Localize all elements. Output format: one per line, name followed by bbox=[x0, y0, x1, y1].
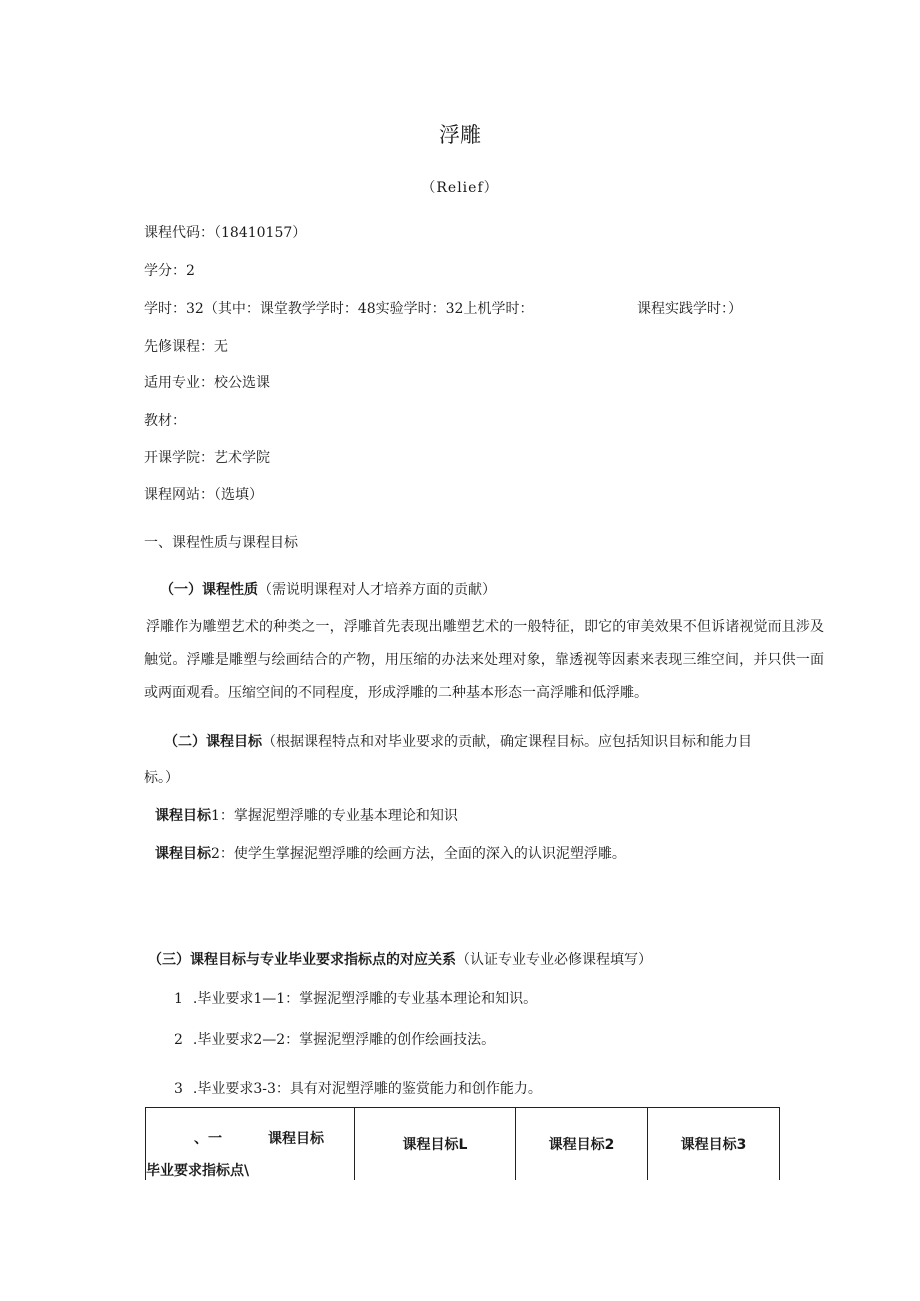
requirement-3-num: 3 bbox=[174, 1081, 183, 1097]
nature-heading bbox=[160, 579, 496, 599]
mapping-table bbox=[145, 1107, 780, 1180]
document-subtitle: （Relief） bbox=[421, 180, 499, 196]
goal-2-text: 2：使学生掌握泥塑浮雕的绘画方法，全面的深入的认识泥塑浮雕。 bbox=[211, 846, 626, 862]
table-header-goal-2: 课程目标2 bbox=[516, 1108, 648, 1181]
document-title: 浮雕 bbox=[439, 123, 481, 147]
credit: 学分：2 bbox=[144, 263, 195, 279]
goal-1 bbox=[155, 805, 458, 825]
requirement-1-num: 1 bbox=[174, 991, 183, 1007]
goals-heading bbox=[164, 731, 752, 751]
goal-2 bbox=[155, 843, 626, 863]
requirement-3 bbox=[174, 1078, 542, 1098]
goals-note-line2: 标。） bbox=[144, 770, 179, 786]
table-header-goal-3: 课程目标3 bbox=[648, 1108, 780, 1181]
corner-top-right: 课程目标 bbox=[268, 1131, 324, 1147]
course-website: 课程网站：（选填） bbox=[144, 487, 263, 503]
corner-top-left: 、一 bbox=[194, 1131, 222, 1147]
applicable-major: 适用专业：校公选课 bbox=[144, 375, 270, 391]
table-header-goal-1: 课程目标L bbox=[355, 1108, 516, 1181]
requirement-1-text: .毕业要求1—1：掌握泥塑浮雕的专业基本理论和知识。 bbox=[192, 991, 538, 1007]
offering-college: 开课学院：艺术学院 bbox=[144, 450, 270, 466]
nature-paragraph: 浮雕作为雕塑艺术的种类之一，浮雕首先表现出雕塑艺术的一般特征，即它的审美效果不但诉诸视觉而且涉及触觉。浮雕是雕塑与绘画结合的产物，用压缩的办法来处理对象，靠透视等因素来表现三维空间，并只供一面或两面观看。压缩空间的不同程度，形成浮雕的二种基本形态一高浮雕和低浮雕。 bbox=[144, 619, 824, 701]
table-corner-cell bbox=[146, 1108, 355, 1181]
table-header-row bbox=[146, 1108, 780, 1181]
textbook: 教材： bbox=[144, 413, 186, 429]
goal-1-text: 1：掌握泥塑浮雕的专业基本理论和知识 bbox=[211, 808, 458, 824]
section-heading: 一、课程性质与课程目标 bbox=[144, 535, 298, 551]
mapping-note: （认证专业专业必修课程填写） bbox=[456, 952, 652, 968]
requirement-2 bbox=[174, 1029, 495, 1049]
goals-note-line1: （根据课程特点和对毕业要求的贡献，确定课程目标。应包括知识目标和能力目 bbox=[262, 734, 752, 750]
hours-main: 学时：32（其中：课堂教学学时：48实验学时：32上机学时： bbox=[144, 301, 534, 317]
course-code: 课程代码：（18410157） bbox=[144, 225, 307, 241]
requirement-3-text: .毕业要求3-3：具有对泥塑浮雕的鉴赏能力和创作能力。 bbox=[192, 1081, 542, 1097]
goal-1-label: 课程目标 bbox=[155, 808, 211, 824]
prerequisite: 先修课程：无 bbox=[144, 339, 228, 355]
requirement-1 bbox=[174, 988, 537, 1008]
goal-2-label: 课程目标 bbox=[155, 846, 211, 862]
nature-note: （需说明课程对人才培养方面的贡献） bbox=[258, 582, 496, 598]
mapping-label: （三）课程目标与专业毕业要求指标点的对应关系 bbox=[148, 952, 456, 968]
hours-practice: 课程实践学时：） bbox=[637, 301, 742, 317]
goals-label: （二）课程目标 bbox=[164, 734, 262, 750]
requirement-2-num: 2 bbox=[174, 1032, 183, 1048]
corner-top bbox=[194, 1128, 324, 1148]
corner-bottom: 毕业要求指标点\ bbox=[146, 1163, 250, 1179]
mapping-heading bbox=[148, 949, 652, 969]
requirement-2-text: .毕业要求2—2：掌握泥塑浮雕的创作绘画技法。 bbox=[192, 1032, 496, 1048]
nature-label: （一）课程性质 bbox=[160, 582, 258, 598]
